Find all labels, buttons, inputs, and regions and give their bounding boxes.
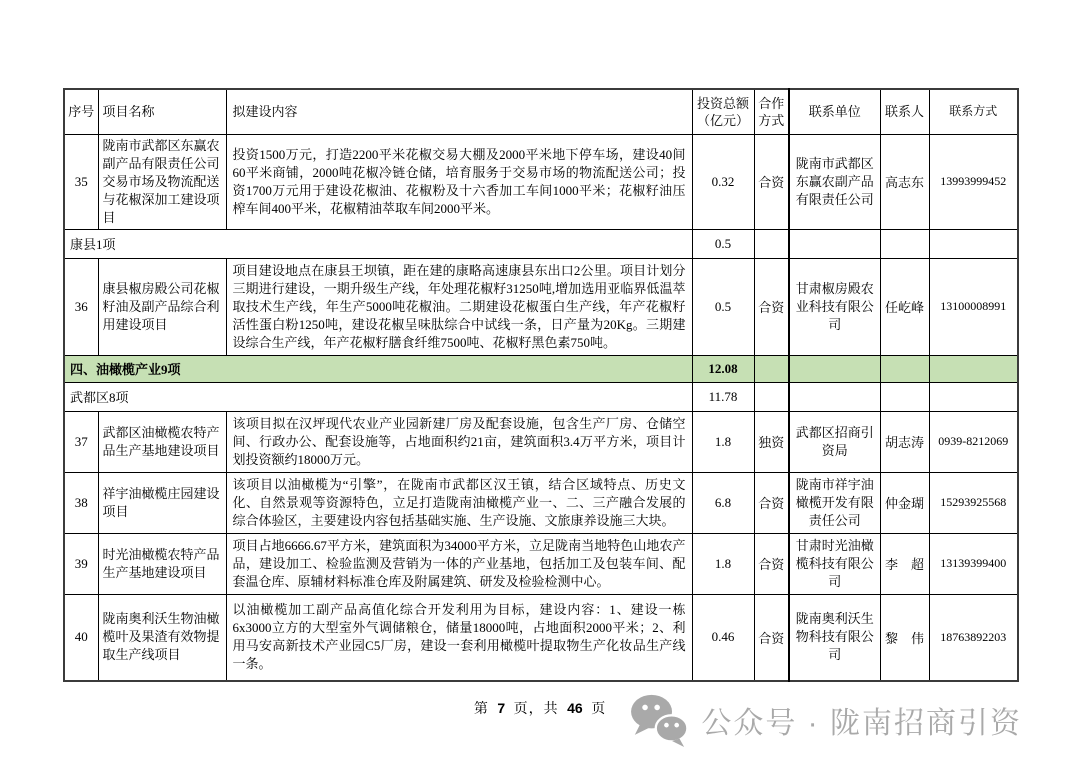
cell-cooperation-mode <box>754 229 789 258</box>
cell-construction-content: 项目占地6666.67平方米，建筑面积为34000平方米，立足陇南当地特色山地农产品，建设加工、检验监测及营销为一体的产业基地，包括加工及包装车间、配套温仓库、原辅材料标准仓库及附属建筑、研发及检验检测中心。 <box>226 533 692 594</box>
cell-construction-content: 以油橄榄加工副产品高值化综合开发利用为目标，建设内容：1、建设一栋6x3000立方的大型室外气调储粮仓，储量18000吨，占地面积2000平米；2、利用马安高新技术产业园C5厂房，建设一套利用橄榄叶提取物生产化妆品生产线一条。 <box>226 594 692 681</box>
cell-contact-person: 任屹峰 <box>880 258 929 355</box>
cell-contact-unit: 武都区招商引资局 <box>789 411 880 472</box>
column-header: 合作方式 <box>754 89 789 134</box>
table-header-row <box>64 89 1018 134</box>
cell-contact-person <box>880 382 929 411</box>
cell-contact-unit <box>789 229 880 258</box>
cell-contact-person <box>880 229 929 258</box>
cell-contact-phone: 0939-8212069 <box>929 411 1018 472</box>
column-header: 项目名称 <box>98 89 226 134</box>
projects-table-container <box>63 88 1019 682</box>
cell-cooperation-mode <box>754 382 789 411</box>
cell-investment-total: 0.46 <box>692 594 754 681</box>
cell-project-name: 时光油橄榄农特产品生产基地建设项目 <box>98 533 226 594</box>
cell-contact-phone <box>929 355 1018 382</box>
page-number: 7 <box>497 700 506 716</box>
watermark-text: 公众号 · 陇南招商引资 <box>701 707 1022 740</box>
column-header: 联系方式 <box>929 89 1018 134</box>
project-row <box>64 411 1018 472</box>
cell-group-label: 康县1项 <box>64 229 692 258</box>
cell-contact-unit: 陇南市武都区东赢农副产品有限责任公司 <box>789 134 880 229</box>
cell-serial-number: 37 <box>64 411 98 472</box>
cell-contact-person: 黎 伟 <box>880 594 929 681</box>
cell-contact-phone <box>929 229 1018 258</box>
cell-contact-person: 仲金瑚 <box>880 472 929 533</box>
cell-cooperation-mode: 合资 <box>754 533 789 594</box>
cell-contact-person: 高志东 <box>880 134 929 229</box>
cell-cooperation-mode: 合资 <box>754 258 789 355</box>
project-row <box>64 594 1018 681</box>
column-header: 拟建设内容 <box>226 89 692 134</box>
cell-project-name: 陇南市武都区东赢农副产品有限责任公司交易市场及物流配送与花椒深加工建设项目 <box>98 134 226 229</box>
cell-contact-unit <box>789 382 880 411</box>
project-row <box>64 134 1018 229</box>
cell-group-label: 武都区8项 <box>64 382 692 411</box>
cell-cooperation-mode: 合资 <box>754 134 789 229</box>
project-row <box>64 533 1018 594</box>
section-row <box>64 229 1018 258</box>
cell-contact-unit: 陇南市祥宇油橄榄开发有限责任公司 <box>789 472 880 533</box>
cell-group-label: 四、油橄榄产业9项 <box>64 355 692 382</box>
projects-table <box>63 88 1019 682</box>
cell-project-name: 陇南奥利沃生物油橄榄叶及果渣有效物提取生产线项目 <box>98 594 226 681</box>
cell-project-name: 祥宇油橄榄庄园建设项目 <box>98 472 226 533</box>
cell-contact-phone: 15293925568 <box>929 472 1018 533</box>
cell-serial-number: 35 <box>64 134 98 229</box>
cell-investment-total: 1.8 <box>692 411 754 472</box>
cell-contact-phone: 13100008991 <box>929 258 1018 355</box>
cell-serial-number: 38 <box>64 472 98 533</box>
wechat-icon <box>629 693 689 747</box>
cell-cooperation-mode: 合资 <box>754 594 789 681</box>
project-row <box>64 472 1018 533</box>
column-header: 投资总额（亿元） <box>692 89 754 134</box>
cell-contact-unit: 甘肃椒房殿农业科技有限公司 <box>789 258 880 355</box>
cell-serial-number: 36 <box>64 258 98 355</box>
cell-serial-number: 39 <box>64 533 98 594</box>
category-row <box>64 355 1018 382</box>
page-indicator-prefix: 第 <box>473 702 494 717</box>
cell-contact-phone: 13139399400 <box>929 533 1018 594</box>
cell-investment-total: 11.78 <box>692 382 754 411</box>
cell-cooperation-mode <box>754 355 789 382</box>
cell-contact-phone: 13993999452 <box>929 134 1018 229</box>
cell-contact-phone: 18763892203 <box>929 594 1018 681</box>
cell-investment-total: 0.5 <box>692 229 754 258</box>
cell-cooperation-mode: 合资 <box>754 472 789 533</box>
wechat-watermark <box>629 693 1022 747</box>
cell-construction-content: 投资1500万元，打造2200平米花椒交易大棚及2000平米地下停车场，建设40间60平米商铺，2000吨花椒冷链仓储，培育服务于交易市场的物流配送公司；投资1700万元用于建设花椒油、花椒粉及十六香加工车间1000平米；花椒籽油压榨车间400平米，花椒精油萃取车间2000平米。 <box>226 134 692 229</box>
column-header: 序号 <box>64 89 98 134</box>
cell-contact-person <box>880 355 929 382</box>
cell-project-name: 武都区油橄榄农特产品生产基地建设项目 <box>98 411 226 472</box>
project-row <box>64 258 1018 355</box>
cell-investment-total: 1.8 <box>692 533 754 594</box>
page-total: 46 <box>567 700 583 716</box>
cell-investment-total: 12.08 <box>692 355 754 382</box>
cell-construction-content: 该项目拟在汉坪现代农业产业园新建厂房及配套设施，包含生产厂房、仓储空间、行政办公、配套设施等，占地面积约21亩，建筑面积3.4万平方米，项目计划投资额约18000万元。 <box>226 411 692 472</box>
section-row <box>64 382 1018 411</box>
cell-construction-content: 该项目以油橄榄为“引擎”，在陇南市武都区汉王镇，结合区域特点、历史文化、自然景观等资源特色，立足打造陇南油橄榄产业一、二、三产融合发展的综合体验区，主要建设内容包括基础实施、生产设施、文旅康养设施三大块。 <box>226 472 692 533</box>
page-indicator-middle: 页，共 <box>509 702 564 717</box>
cell-contact-unit: 甘肃时光油橄榄科技有限公司 <box>789 533 880 594</box>
cell-investment-total: 0.32 <box>692 134 754 229</box>
column-header: 联系单位 <box>789 89 880 134</box>
cell-investment-total: 6.8 <box>692 472 754 533</box>
cell-contact-person: 胡志涛 <box>880 411 929 472</box>
column-header: 联系人 <box>880 89 929 134</box>
cell-contact-unit <box>789 355 880 382</box>
cell-cooperation-mode: 独资 <box>754 411 789 472</box>
table-body <box>64 134 1018 681</box>
cell-serial-number: 40 <box>64 594 98 681</box>
page-indicator-suffix: 页 <box>586 702 607 717</box>
cell-project-name: 康县椒房殿公司花椒籽油及副产品综合利用建设项目 <box>98 258 226 355</box>
cell-contact-person: 李 超 <box>880 533 929 594</box>
cell-contact-phone <box>929 382 1018 411</box>
cell-construction-content: 项目建设地点在康县王坝镇，距在建的康略高速康县东出口2公里。项目计划分三期进行建设，一期升级生产线，年处理花椒籽31250吨,增加选用亚临界低温萃取技术生产线，年生产5000吨花椒油。二期建设花椒蛋白生产线，年产花椒籽活性蛋白粉1250吨，建设花椒呈味肽综合中试线一条，日产量为20Kg。三期建设综合生产线，年产花椒籽膳食纤维7500吨、花椒籽黑色素750吨。 <box>226 258 692 355</box>
cell-contact-unit: 陇南奥利沃生物科技有限公司 <box>789 594 880 681</box>
cell-investment-total: 0.5 <box>692 258 754 355</box>
